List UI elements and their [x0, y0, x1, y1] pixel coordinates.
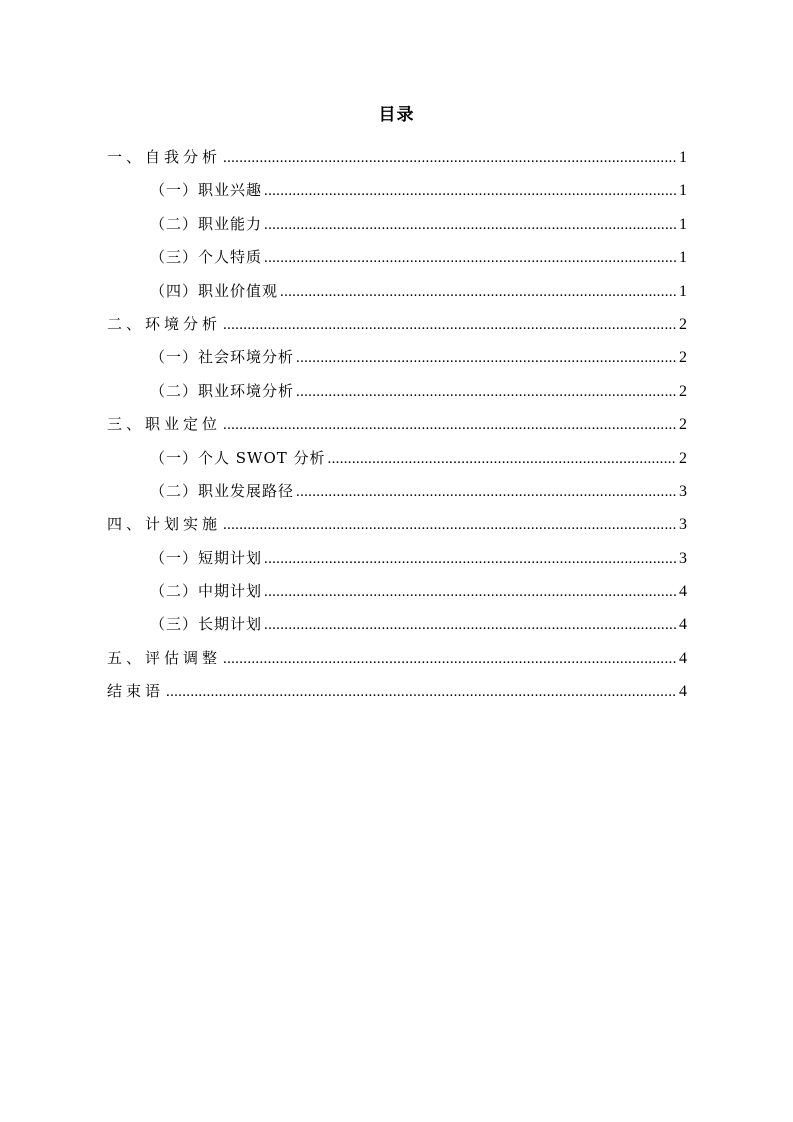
toc-page-number: 1 [679, 182, 687, 200]
toc-page-number: 1 [679, 215, 687, 233]
toc-entry-text: 一、自我分析 [107, 148, 222, 166]
toc-entry[interactable] [107, 608, 687, 641]
toc-page-number: 1 [679, 282, 687, 300]
dot-leader [280, 276, 676, 309]
toc-entry[interactable] [107, 642, 687, 675]
toc-list [107, 141, 687, 709]
toc-entry-text: 二、环境分析 [107, 314, 222, 333]
toc-entry[interactable] [107, 675, 687, 708]
toc-entry[interactable] [107, 375, 687, 408]
toc-entry-text: （一）个人 SWOT 分析 [150, 448, 326, 467]
toc-page-number: 2 [679, 315, 687, 333]
toc-entry[interactable] [107, 542, 687, 575]
toc-title: 目录 [378, 105, 415, 125]
toc-entry-text: （二）职业环境分析 [150, 381, 295, 400]
toc-entry-text: 五、评估调整 [107, 648, 222, 667]
toc-entry[interactable] [107, 341, 687, 374]
toc-entry-text: （一）社会环境分析 [150, 348, 295, 367]
toc-entry-text: 三、职业定位 [107, 415, 222, 434]
toc-entry[interactable] [107, 575, 687, 608]
dot-leader [223, 643, 676, 676]
dot-leader [223, 142, 676, 175]
toc-entry-text: （一）职业兴趣 [150, 181, 263, 200]
toc-page-number: 4 [679, 616, 687, 634]
dot-leader [264, 609, 676, 642]
toc-page-number: 1 [679, 149, 687, 166]
toc-entry[interactable] [107, 275, 687, 308]
toc-page-number: 2 [679, 382, 687, 400]
dot-leader [223, 409, 676, 442]
dot-leader [296, 476, 676, 509]
toc-entry[interactable] [107, 308, 687, 341]
toc-page-number: 2 [679, 449, 687, 467]
toc-entry-text: （二）职业发展路径 [150, 481, 295, 500]
toc-entry-text: 结束语 [107, 682, 165, 701]
toc-entry-text: 四、计划实施 [107, 515, 222, 534]
dot-leader [166, 676, 676, 709]
toc-page-number: 2 [679, 416, 687, 434]
toc-entry-text: （二）职业能力 [150, 214, 263, 233]
toc-page-number: 4 [679, 649, 687, 667]
toc-entry[interactable] [107, 174, 687, 207]
toc-page-number: 1 [679, 249, 687, 267]
toc-entry[interactable] [107, 141, 687, 174]
dot-leader [264, 576, 676, 609]
toc-page-number: 3 [679, 549, 687, 567]
toc-entry[interactable] [107, 208, 687, 241]
toc-entry-text: （三）长期计划 [150, 615, 263, 634]
toc-entry[interactable] [107, 508, 687, 541]
toc-entry[interactable] [107, 442, 687, 475]
toc-entry-text: （一）短期计划 [150, 548, 263, 567]
dot-leader [264, 242, 676, 275]
toc-entry[interactable] [107, 241, 687, 274]
toc-page-number: 4 [679, 583, 687, 601]
dot-leader [264, 209, 676, 242]
toc-entry[interactable] [107, 408, 687, 441]
dot-leader [264, 543, 676, 576]
toc-entry-text: （三）个人特质 [150, 248, 263, 267]
toc-page-number: 3 [679, 516, 687, 534]
toc-page-number: 4 [679, 683, 687, 701]
toc-entry-text: （四）职业价值观 [150, 281, 279, 300]
dot-leader [296, 376, 676, 409]
dot-leader [264, 175, 676, 208]
toc-page-number: 3 [679, 482, 687, 500]
dot-leader [223, 509, 676, 542]
dot-leader [223, 309, 676, 342]
dot-leader [328, 443, 676, 476]
dot-leader [296, 342, 676, 375]
toc-page-number: 2 [679, 349, 687, 367]
toc-entry[interactable] [107, 475, 687, 508]
toc-entry-text: （二）中期计划 [150, 582, 263, 601]
